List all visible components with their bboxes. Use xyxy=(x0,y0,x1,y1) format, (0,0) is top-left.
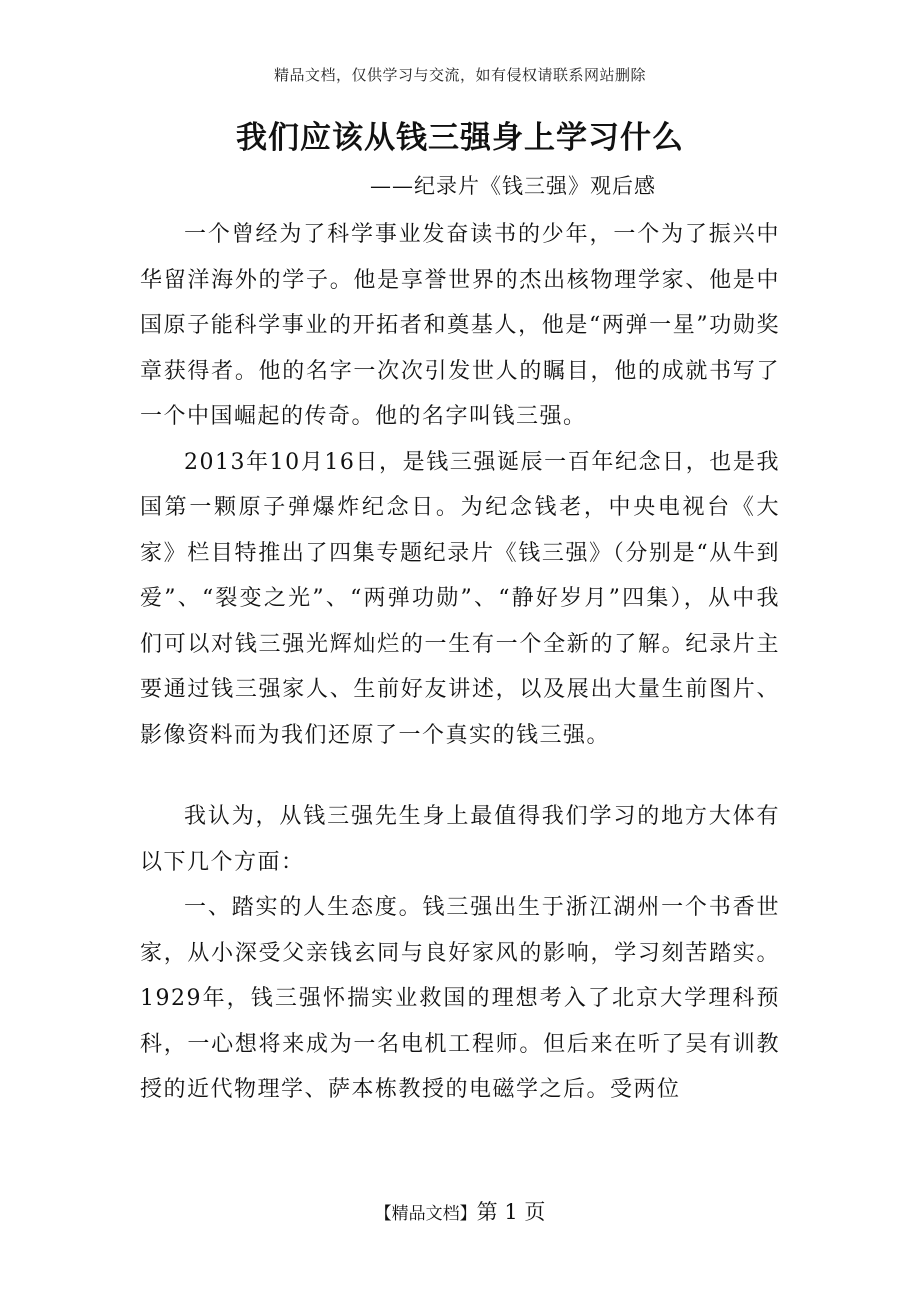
paragraph-documentary: 2013年10月16日，是钱三强诞辰一百年纪念日，也是我国第一颗原子弹爆炸纪念日。为纪念钱老，中央电视台《大家》栏目特推出了四集专题纪录片《钱三强》（分别是“从牛到爱”、“裂变之光”、“两弹功勋”、“静好岁月”四集），从中我们可以对钱三强光辉灿烂的一生有一个全新的了解。纪录片主要通过钱三强家人、生前好友讲述，以及展出大量生前图片、影像资料而为我们还原了一个真实的钱三强。 xyxy=(140,449,780,748)
page-footer xyxy=(0,1196,920,1226)
paragraph-spacer xyxy=(140,758,780,794)
article-body xyxy=(140,212,780,1113)
document-subtitle: ——纪录片《钱三强》观后感 xyxy=(370,174,656,198)
paragraph-lesson-one: 一、踏实的人生态度。钱三强出生于浙江湖州一个书香世家，从小深受父亲钱玄同与良好家风的影响，学习刻苦踏实。1929年，钱三强怀揣实业救国的理想考入了北京大学理科预科，一心想将来成为一名电机工程师。但后来在听了吴有训教授的近代物理学、萨本栋教授的电磁学之后。受两位 xyxy=(140,895,780,1102)
paragraph-intro: 一个曾经为了科学事业发奋读书的少年，一个为了振兴中华留洋海外的学子。他是享誉世界的杰出核物理学家、他是中国原子能科学事业的开拓者和奠基人，他是“两弹一星”功勋奖章获得者。他的名字一次次引发世人的瞩目，他的成就书写了一个中国崛起的传奇。他的名字叫钱三强。 xyxy=(140,222,780,429)
page-number: 第 1 页 xyxy=(476,1200,546,1224)
header-note: 精品文档，仅供学习与交流，如有侵权请联系网站删除 xyxy=(273,66,646,84)
paragraph-lessons-intro: 我认为，从钱三强先生身上最值得我们学习的地方大体有以下几个方面： xyxy=(140,804,780,875)
footer-tag: 【精品文档】 xyxy=(374,1204,477,1224)
document-title: 我们应该从钱三强身上学习什么 xyxy=(236,120,684,156)
